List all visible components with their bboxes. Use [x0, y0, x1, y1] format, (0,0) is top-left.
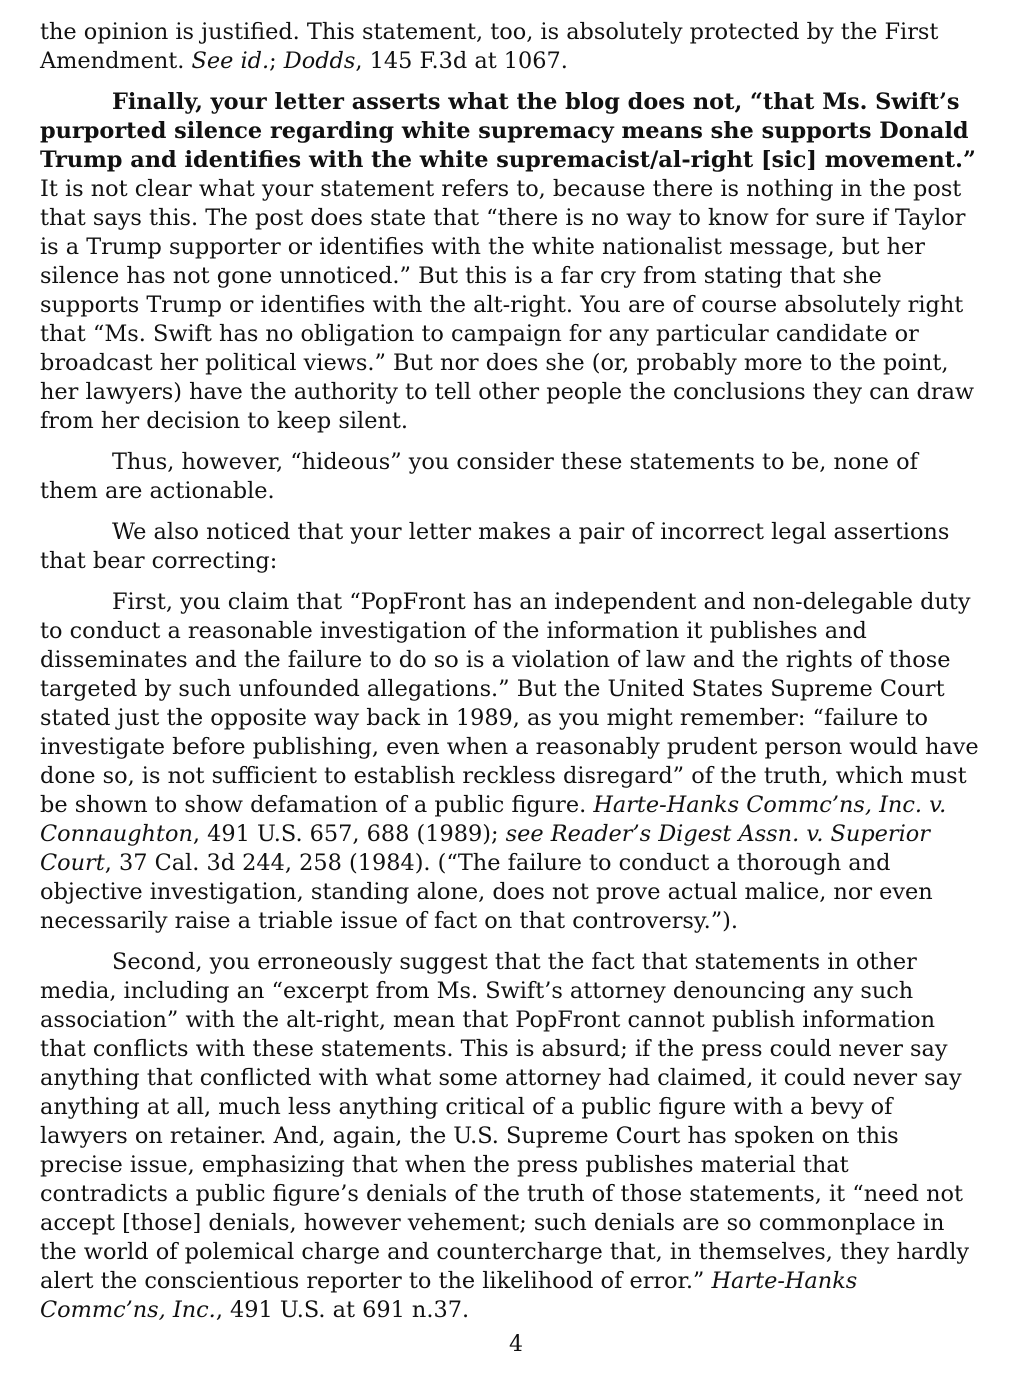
paragraph-3	[40, 448, 980, 506]
paragraph-2	[40, 88, 980, 436]
text-segment: ;	[269, 48, 284, 74]
paragraph-1	[40, 18, 980, 76]
citation-text: Dodds	[283, 48, 356, 74]
text-segment: , 491 U.S. at 691 n.37.	[215, 1297, 470, 1323]
text-segment: , 145 F.3d at 1067.	[355, 48, 568, 74]
text-segment: It is not clear what your statement refers to, because there is nothing in the post that says this. The post does state that “there is no way to know for sure if Taylor is a Trump supporter or identifies with the white nationalist message, but her silence has not gone unnoticed.” But this is a far cry from stating that she supports Trump or identifies with the alt-right. You are of course absolutely right that “Ms. Swift has no obligation to campaign for any particular candidate or broadcast her political views.” But nor does she (or, probably more to the point, her lawyers) have the authority to tell other people the conclusions they can draw from her decision to keep silent.	[40, 176, 975, 434]
paragraph-6	[40, 948, 980, 1325]
citation-text: Harte-Hanks Commc’ns, Inc.	[40, 1268, 858, 1323]
text-segment: , 37 Cal. 3d 244, 258 (1984). (“The failure to conduct a thorough and objective investigation, standing alone, does not prove actual malice, nor even necessarily raise a triable issue of fact on that controversy.”).	[40, 850, 933, 934]
citation-text: See id.	[191, 48, 270, 74]
bold-heading-text: Finally, your letter asserts what the blog does not, “that Ms. Swift’s purported silence regarding white supremacy means she supports Donald Trump and identifies with the white supremacist/al-right [sic] movement.”	[40, 89, 976, 173]
text-segment: the opinion is justified. This statement, too, is absolutely protected by the First Amendment.	[40, 19, 939, 74]
text-segment: , 491 U.S. 657, 688 (1989);	[192, 821, 506, 847]
text-segment: Second, you erroneously suggest that the fact that statements in other media, including an “excerpt from Ms. Swift’s attorney denouncing any such association” with the alt-right, mean that PopFront cannot publish information that conflicts with these statements. This is absurd; if the press could never say anything that conflicted with what some attorney had claimed, it could never say anything at all, much less anything critical of a public figure with a bevy of lawyers on retainer. And, again, the U.S. Supreme Court has spoken on this precise issue, emphasizing that when the press publishes material that contradicts a public figure’s denials of the truth of those statements, it “need not accept [those] denials, however vehement; such denials are so commonplace in the world of polemical charge and countercharge that, in themselves, they hardly alert the conscientious reporter to the likelihood of error.”	[40, 949, 970, 1294]
document-body	[40, 18, 980, 1337]
text-segment: First, you claim that “PopFront has an independent and non-delegable duty to conduct a reasonable investigation of the information it publishes and disseminates and the failure to do so is a violation of law and the rights of those targeted by such unfounded allegations.” But the United States Supreme Court stated just the opposite way back in 1989, as you might remember: “failure to investigate before publishing, even when a reasonably prudent person would have done so, is not sufficient to establish reckless disregard” of the truth, which must be shown to show defamation of a public figure.	[40, 589, 979, 818]
paragraph-4	[40, 518, 980, 576]
paragraph-5	[40, 588, 980, 936]
citation-text: see Reader’s Digest Assn. v. Superior Court	[40, 821, 930, 876]
text-segment: We also noticed that your letter makes a pair of incorrect legal assertions that bear correcting:	[40, 519, 950, 574]
page-number: 4	[509, 1332, 523, 1357]
text-segment: Thus, however, “hideous” you consider these statements to be, none of them are actionable.	[40, 449, 918, 504]
citation-text: Harte-Hanks Commc’ns, Inc. v. Connaughton	[40, 792, 947, 847]
